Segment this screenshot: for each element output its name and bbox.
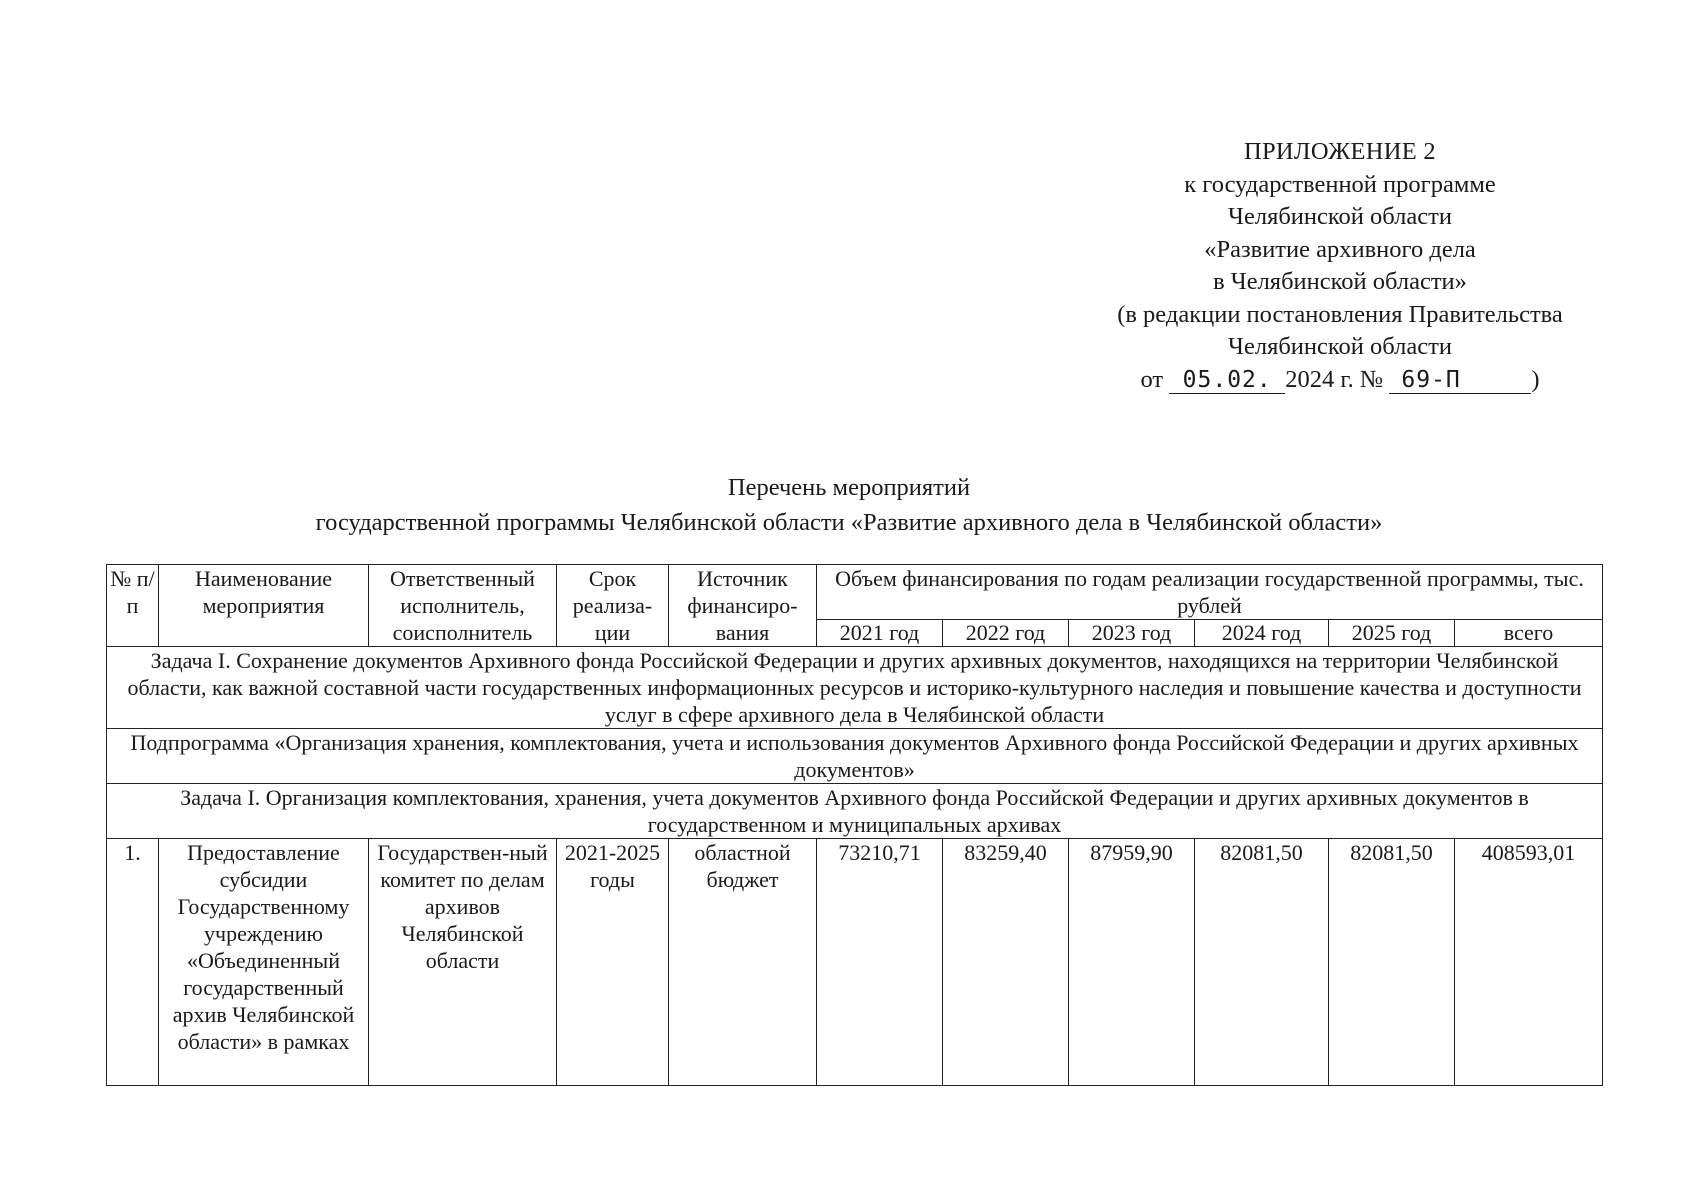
header-year: 2024 год	[1195, 620, 1329, 647]
subprogram-row	[107, 729, 1603, 784]
task-1-text: Задача I. Сохранение документов Архивного фонда Российской Федерации и других архивных документов, находящихся на территории Челябинской области, как важной составной части государственных информационных ресурсов и историко-культурного наследия и повышение качества и доступности услуг в сфере архивного дела в Челябинской области	[107, 647, 1603, 729]
header-year: 2025 год	[1329, 620, 1455, 647]
appendix-line: Челябинской области	[1228, 203, 1452, 230]
row-source: областной бюджет	[669, 839, 817, 1086]
appendix-block	[1040, 136, 1640, 396]
appendix-title: ПРИЛОЖЕНИЕ 2	[1244, 138, 1436, 165]
header-row	[107, 565, 1603, 620]
task-row	[107, 784, 1603, 839]
header-total: всего	[1455, 620, 1603, 647]
row-value-total: 408593,01	[1455, 839, 1603, 1086]
resolution-year: 2024 г. №	[1285, 365, 1384, 393]
header-num: № п/п	[107, 565, 159, 647]
row-value-2025: 82081,50	[1329, 839, 1455, 1086]
appendix-line: к государственной программе	[1184, 170, 1496, 198]
appendix-line: Челябинской области	[1228, 333, 1452, 360]
resolution-number: 69-П	[1389, 367, 1531, 394]
header-source: Источник финансиро-вания	[669, 565, 817, 647]
header-year: 2021 год	[817, 620, 943, 647]
header-term: Срок реализа-ции	[557, 565, 669, 647]
table-row	[107, 839, 1603, 1086]
task-2-text: Задача I. Организация комплектования, хранения, учета документов Архивного фонда Российской Федерации и других архивных документов в государственном и муниципальных архивах	[107, 784, 1603, 839]
header-name: Наименование мероприятия	[159, 565, 369, 647]
list-title	[0, 470, 1698, 540]
row-value-2023: 87959,90	[1069, 839, 1195, 1086]
header-funding: Объем финансирования по годам реализации государственной программы, тыс. рублей	[817, 565, 1603, 620]
row-value-2022: 83259,40	[943, 839, 1069, 1086]
row-term: 2021-2025 годы	[557, 839, 669, 1086]
subprogram-text: Подпрограмма «Организация хранения, комплектования, учета и использования документов Архивного фонда Российской Федерации и других архивных документов»	[107, 729, 1603, 784]
from-label: от	[1140, 365, 1164, 393]
row-value-2024: 82081,50	[1195, 839, 1329, 1086]
row-name: Предоставление субсидии Государственному учреждению «Объединенный государственный архив Челябинской области» в рамках	[159, 839, 369, 1086]
list-title-line2: государственной программы Челябинской области «Развитие архивного дела в Челябинской области»	[315, 509, 1383, 536]
row-value-2021: 73210,71	[817, 839, 943, 1086]
appendix-date-line	[1040, 364, 1640, 397]
appendix-line: «Развитие архивного дела	[1204, 235, 1476, 263]
header-year: 2023 год	[1069, 620, 1195, 647]
row-executor: Государствен-ный комитет по делам архивов Челябинской области	[369, 839, 557, 1086]
activities-table	[106, 564, 1603, 1086]
task-row	[107, 647, 1603, 729]
appendix-line: в Челябинской области»	[1213, 268, 1467, 295]
resolution-date: 05.02.	[1169, 367, 1285, 394]
header-executor: Ответственный исполнитель, соисполнитель	[369, 565, 557, 647]
closing-paren: )	[1531, 365, 1540, 393]
appendix-line: (в редакции постановления Правительства	[1117, 300, 1563, 328]
row-num: 1.	[107, 839, 159, 1086]
header-year: 2022 год	[943, 620, 1069, 647]
list-title-line1: Перечень мероприятий	[727, 474, 971, 501]
